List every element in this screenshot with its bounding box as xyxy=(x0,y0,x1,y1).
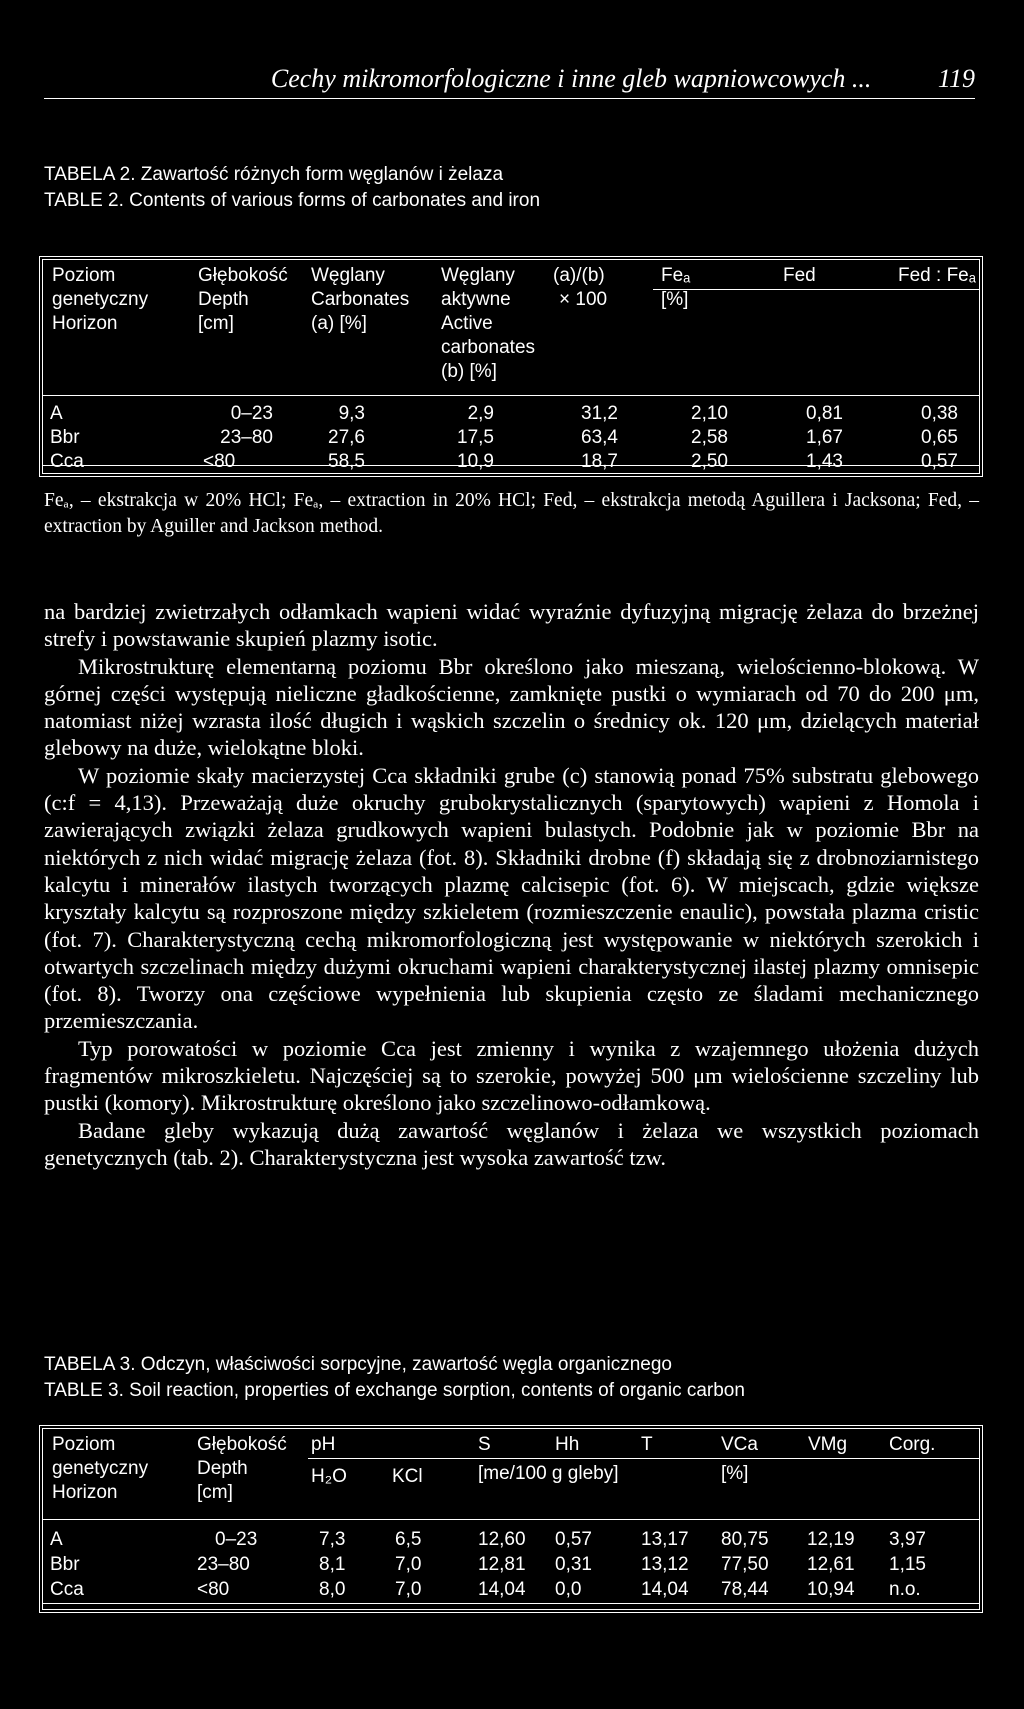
table2: Poziom genetyczny Horizon Głębokość Depth [cm] Węglany Carbonates (a) [%] Węglany aktywne Active carbonates (b) [%] (a)/(b) × 100 Feₐ [%] Fed Fed : Feₐ A 0–23 9,3 2,9 31,2 2,10 0,81 0,38 Bbr 23–80 27,6 17,5 63,4 2,58 1,67 0,65 Cca <80 58,5 10,9 18,7 2,50 1,43 0,57 xyxy=(42,259,980,474)
t3-header-pct: [%] xyxy=(721,1463,749,1484)
t2-header-horizon: Poziom genetyczny Horizon xyxy=(52,265,149,334)
t3-header-t: T xyxy=(641,1434,653,1455)
table2-footnote: Feₐ, – ekstrakcja w 20% HCl; Feₐ, – extraction in 20% HCl; Fed, – ekstrakcja metodą Aguillera i Jacksona; Fed, – extraction by Aguiller and Jackson method. xyxy=(44,490,979,537)
page-number: 119 xyxy=(937,64,975,93)
table3-caption-pl: TABELA 3. Odczyn, właściwości sorpcyjne, zawartość węgla organicznego xyxy=(44,1354,672,1375)
t3-header-units: [me/100 g gleby] xyxy=(478,1463,619,1484)
paragraph-5: Badane gleby wykazują dużą zawartość węglanów i żelaza we wszystkich poziomach genetycznych (tab. 2). Charakterystyczna jest wysoka zawartość tzw. xyxy=(44,1117,979,1170)
t2-header-fed-fea: Fed : Feₐ xyxy=(898,265,976,286)
t2-header-carbonates: Węglany Carbonates (a) [%] xyxy=(311,265,410,334)
paragraph-4: Typ porowatości w poziomie Cca jest zmienny i wynika z wzajemnego ułożenia dużych fragmentów mikroszkieletu. Najczęściej są to szerokie, powyżej 500 μm wielościenne szczeliny lub pustki (komory). Mikrostrukturę określono jako szczelinowo-odłamkową. xyxy=(44,1035,979,1116)
t3-header-ph: pH xyxy=(311,1434,336,1455)
running-header xyxy=(44,64,975,99)
table2-caption-en: TABLE 2. Contents of various forms of carbonates and iron xyxy=(44,190,541,211)
t3-header-horizon: Poziom genetyczny Horizon xyxy=(52,1434,149,1503)
t2-header-fea: Feₐ [%] xyxy=(661,265,691,310)
t3-header-h2o: H₂O xyxy=(311,1466,347,1487)
t3-header-s: S xyxy=(478,1434,491,1455)
table2-caption-pl: TABELA 2. Zawartość różnych form węglanów i żelaza xyxy=(44,164,504,185)
table2-caption xyxy=(44,162,540,214)
table3-caption-en: TABLE 3. Soil reaction, properties of exchange sorption, contents of organic carbon xyxy=(44,1380,745,1401)
t2-subheader-rule xyxy=(653,289,979,290)
t3-header-corg: Corg. xyxy=(889,1434,936,1455)
t2-header-active-carbonates: Węglany aktywne Active carbonates (b) [%] xyxy=(441,265,536,382)
t3-subheader-rule xyxy=(308,1458,979,1459)
paragraph-3: W poziomie skały macierzystej Cca składniki grube (c) stanowią ponad 75% substratu glebowego (c:f = 4,13). Przeważają duże okruchy grubokrystalicznych (sparytowych) wapieni z Homola i zawierających związki żelaza grudkowych wapieni bulastych. Podobnie jak w poziomie Bbr na niektórych z nich widać migrację żelaza (fot. 8). Składniki drobne (f) składają się z drobnoziarnistego kalcytu i minerałów ilastych tworzących plazmę calcisepic (fot. 6). W miejscach, gdzie większe kryształy kalcytu są rozproszone między szkieletem (rozmieszczenie enaulic), powstała plazma cristic (fot. 7). Charakterystyczną cechą mikromorfologiczną jest występowanie w niektórych szerokich i otwartych szczelinach między dużymi okruchami wapieni charakterystycznej ilastej plazmy omnisepic (fot. 8). Tworzy ona częściowe wypełnienia lub skupienia często ze śladami mechanicznego przemieszczania. xyxy=(44,762,979,1034)
t2-header-depth: Głębokość Depth [cm] xyxy=(198,265,288,334)
t3-bottom-rule xyxy=(43,1603,979,1604)
t3-header-depth: Głębokość Depth [cm] xyxy=(197,1434,287,1503)
t3-header-kcl: KCl xyxy=(392,1466,423,1487)
body-text xyxy=(44,598,979,1171)
t3-header-vmg: VMg xyxy=(808,1434,848,1455)
t3-header-rule xyxy=(43,1519,979,1520)
t3-header-hh: Hh xyxy=(555,1434,580,1455)
paragraph-1: na bardziej zwietrzałych odłamkach wapieni widać wyraźnie dyfuzyjną migrację żelaza do brzeżnej strefy i powstawanie skupień plazmy isotic. xyxy=(44,599,979,652)
table3-caption xyxy=(44,1352,745,1404)
t3-header-vca: VCa xyxy=(721,1434,758,1455)
t2-header-ratio: (a)/(b) × 100 xyxy=(553,265,608,310)
table3: Poziom genetyczny Horizon Głębokość Depth [cm] pH H₂O KCl S Hh T [me/100 g gleby] VCa VMg Corg. [%] A 0–23 7,3 6,5 12,60 0,57 13,17 80,75 12,19 3,97 Bbr 23–80 8,1 7,0 12,81 0,31 13,12 77,50 12,61 1,15 Cca <80 8,0 7,0 14,04 0,0 14,04 78,44 10,94 n.o. xyxy=(42,1428,980,1610)
t2-header-rule xyxy=(43,395,979,396)
paragraph-2: Mikrostrukturę elementarną poziomu Bbr określono jako mieszaną, wielościenno-blokową. W górnej części występują nieliczne gładkościenne, zamknięte pustki o wymiarach od 70 do 200 μm, natomiast niżej wzrasta ilość długich i wąskich szczelin o średnicy ok. 120 μm, dzielących materiał glebowy na duże, wielokątne bloki. xyxy=(44,653,979,761)
t2-header-fed: Fed xyxy=(783,265,816,286)
header-title: Cechy mikromorfologiczne i inne gleb wapniowcowych ... xyxy=(270,64,872,93)
